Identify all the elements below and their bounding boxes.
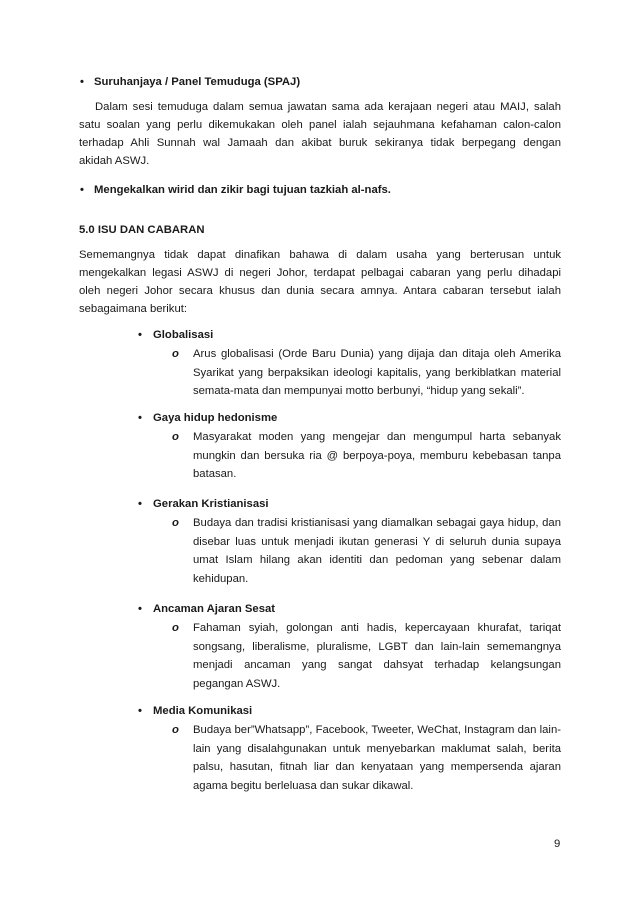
challenge-text [172, 721, 561, 795]
bullet-icon: • [80, 76, 84, 88]
bullet-label: Suruhanjaya / Panel Temuduga (SPAJ) [94, 76, 301, 88]
intro-line: mengekalkan legasi ASWJ di negeri Johor, terdapat pelbagai cabaran yang perlu dihadapi [79, 267, 561, 279]
intro-line: sebagaimana berikut: [79, 303, 188, 315]
para-line: terhadap Ahli Sunnah wal Jamaah dan akibat buruk sekiranya tidak berpegang dengan [79, 137, 561, 149]
para-line: Dalam sesi temuduga dalam semua jawatan sama ada kerajaan negeri atau MAIJ, salah [95, 101, 561, 113]
bullet-icon: • [138, 705, 142, 717]
challenge-desc: Fahaman syiah, golongan anti hadis, kepercayaan khurafat, tariqat songsang, liberalisme, pluralisme, LGBT dan lain-lain sememangnya menjadi ancaman yang sangat dahsyat terhadap kelangsungan pegangan ASWJ. [193, 622, 561, 690]
bullet-spaj [80, 73, 301, 91]
challenge-label: Ancaman Ajaran Sesat [153, 603, 276, 615]
challenge-label: Media Komunikasi [153, 705, 253, 717]
challenge-text [172, 345, 561, 401]
challenge-desc: Budaya dan tradisi kristianisasi yang diamalkan sebagai gaya hidup, dan disebar luas untuk menjadi ikutan generasi Y di seluruh dunia supaya umat Islam hilang akan identiti dan pedoman yang sebenar dalam kehidupan. [193, 517, 561, 585]
challenge-label: Gaya hidup hedonisme [153, 412, 278, 424]
challenge-title [138, 600, 276, 618]
circle-bullet-icon: o [172, 622, 179, 634]
challenge-desc: Budaya ber”Whatsapp”, Facebook, Tweeter, WeChat, Instagram dan lain-lain yang disalahgunakan untuk menyebarkan maklumat salah, berita palsu, hasutan, fitnah liar dan kenyataan yang mempersenda ajaran agama begitu berleluasa dan sukar dikawal. [193, 724, 561, 792]
circle-bullet-icon: o [172, 517, 179, 529]
bullet-icon: • [80, 184, 84, 196]
paragraph-temuduga [79, 98, 561, 170]
challenge-title [138, 326, 214, 344]
section-intro [79, 246, 561, 318]
challenge-title [138, 495, 269, 513]
bullet-wirid [80, 181, 391, 199]
challenge-title [138, 409, 278, 427]
circle-bullet-icon: o [172, 431, 179, 443]
section-title: 5.0 ISU DAN CABARAN [79, 224, 205, 236]
challenge-title [138, 702, 253, 720]
para-line: satu soalan yang perlu dikemukakan oleh panel ialah sejauhmana kefahaman calon-calon [79, 119, 561, 131]
bullet-icon: • [138, 329, 142, 341]
circle-bullet-icon: o [172, 348, 179, 360]
challenge-text [172, 619, 561, 693]
challenge-desc: Arus globalisasi (Orde Baru Dunia) yang dijaja dan ditaja oleh Amerika Syarikat yang berpaksikan ideologi kapitalis, yang berkiblatkan material semata-mata dan mempunyai motto berbunyi, “hidup yang sekali”. [193, 348, 561, 398]
circle-bullet-icon: o [172, 724, 179, 736]
page-number: 9 [554, 838, 561, 850]
bullet-icon: • [138, 603, 142, 615]
challenge-label: Globalisasi [153, 329, 214, 341]
intro-line: oleh negeri Johor secara khusus dan dunia secara amnya. Antara cabaran tersebut ialah [79, 285, 561, 297]
bullet-icon: • [138, 412, 142, 424]
bullet-icon: • [138, 498, 142, 510]
challenge-label: Gerakan Kristianisasi [153, 498, 269, 510]
challenge-text [172, 514, 561, 588]
intro-line: Sememangnya tidak dapat dinafikan bahawa di dalam usaha yang berterusan untuk [79, 249, 561, 261]
challenge-text [172, 428, 561, 484]
bullet-label: Mengekalkan wirid dan zikir bagi tujuan tazkiah al-nafs. [94, 184, 391, 196]
para-line: akidah ASWJ. [79, 155, 150, 167]
challenge-desc: Masyarakat moden yang mengejar dan mengumpul harta sebanyak mungkin dan bersuka ria @ berpoya-poya, memburu kebebasan tanpa batasan. [193, 431, 561, 481]
